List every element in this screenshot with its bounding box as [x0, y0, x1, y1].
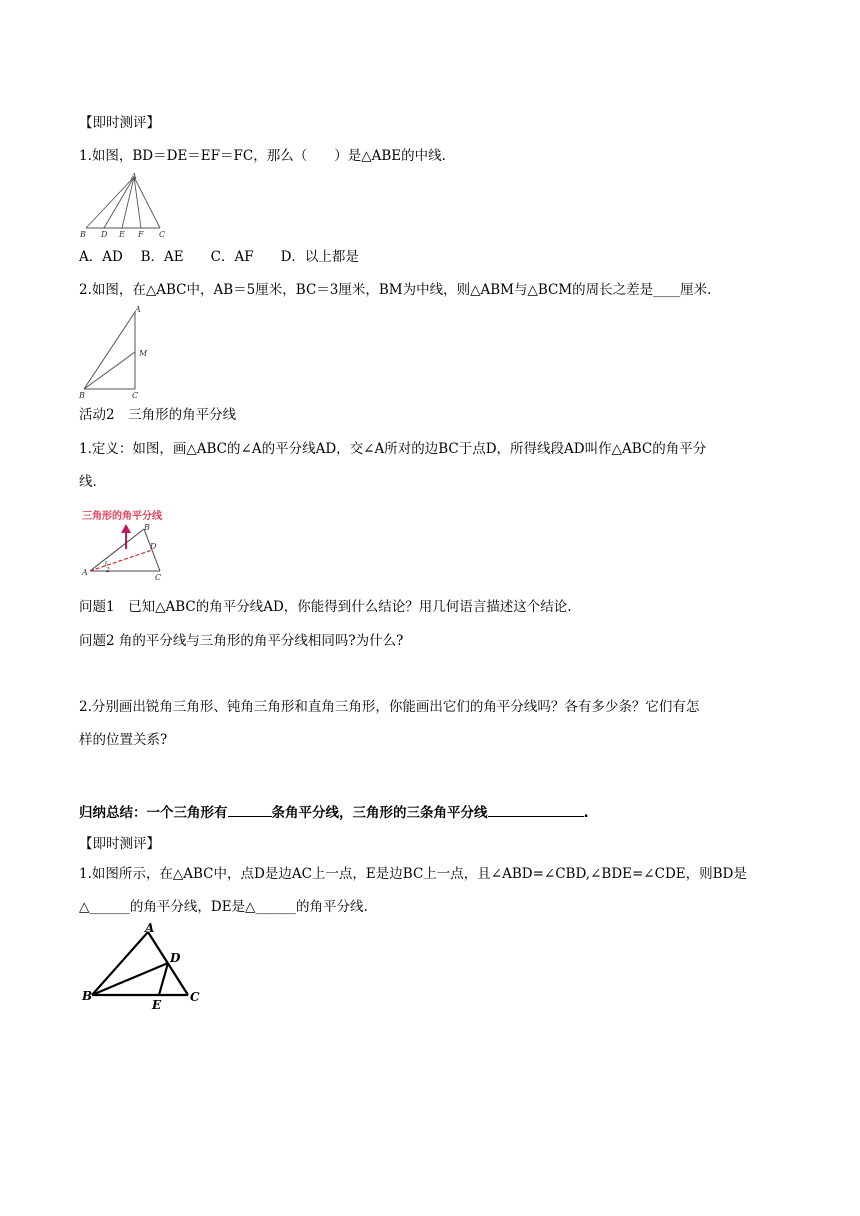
label-D: D [150, 542, 157, 551]
question-1-text: 1.如图，BD＝DE＝EF＝FC，那么（ ）是△ABE的中线. [79, 148, 446, 164]
figure-triangle-bisectors [80, 920, 210, 1012]
figure-caption: 三角形的角平分线 [82, 511, 162, 522]
label-D: D [101, 230, 108, 239]
summary-middle: 条角平分线，三角形的三条角平分线 [271, 805, 488, 821]
label-A: A [131, 172, 137, 181]
definition-line-2: 线. [79, 474, 97, 490]
figure-angle-bisector [78, 505, 188, 583]
angle-label-2: 2 [106, 567, 110, 574]
summary-blank-2[interactable] [488, 803, 584, 817]
label-A: A [82, 568, 88, 577]
figure-right-triangle [78, 304, 168, 400]
label-E: E [119, 230, 125, 239]
summary-prefix: 归纳总结：一个三角形有 [79, 805, 228, 821]
definition-line-1: 1.定义：如图，画△ABC的∠A的平分线AD，交∠A所对的边BC于点D，所得线段AD叫作△ABC的角平分 [79, 441, 707, 457]
summary-line [79, 803, 589, 822]
label-E: E [152, 998, 162, 1012]
figure-triangle-medians [80, 172, 170, 238]
question-1-options: A．AD B．AE C．AF D．以上都是 [79, 249, 359, 265]
problem-1: 问题1 已知△ABC的角平分线AD，你能得到什么结论？用几何语言描述这个结论. [79, 599, 572, 615]
section-2-line-1: 1.如图所示，在△ABC中，点D是边AC上一点，E是边BC上一点，且∠ABD=∠CBD,∠BDE=∠CDE，则BD是 [79, 866, 747, 882]
label-B: B [144, 523, 150, 532]
question-2-line-2: 样的位置关系? [79, 732, 168, 748]
label-A: A [145, 921, 155, 935]
section-heading-1: 【即时测评】 [79, 115, 160, 131]
problem-2: 问题2 角的平分线与三角形的角平分线相同吗?为什么? [79, 633, 404, 649]
label-B: B [82, 989, 93, 1003]
section-heading-2: 【即时测评】 [79, 836, 160, 852]
label-C: C [132, 391, 139, 400]
label-C: C [190, 990, 200, 1004]
activity-2-title: 活动2 三角形的角平分线 [79, 407, 237, 423]
label-C: C [155, 573, 162, 582]
question-2-line-1: 2.分别画出锐角三角形、钝角三角形和直角三角形，你能画出它们的角平分线吗？各有多少条？它们有怎 [79, 699, 700, 715]
summary-suffix: . [583, 805, 589, 821]
label-D: D [170, 951, 181, 965]
label-B: B [79, 391, 85, 400]
label-B: B [80, 230, 86, 239]
label-M: M [139, 349, 148, 358]
label-A: A [135, 305, 141, 314]
angle-label-1: 1 [104, 561, 108, 568]
question-2-text: 2.如图，在△ABC中，AB＝5厘米，BC＝3厘米，BM为中线，则△ABM与△BCM的周长之差是____厘米. [79, 282, 712, 298]
label-F: F [138, 230, 144, 239]
summary-blank-1[interactable] [228, 803, 272, 817]
section-2-line-2: △______的角平分线，DE是△______的角平分线. [79, 899, 368, 915]
label-C: C [159, 230, 166, 239]
